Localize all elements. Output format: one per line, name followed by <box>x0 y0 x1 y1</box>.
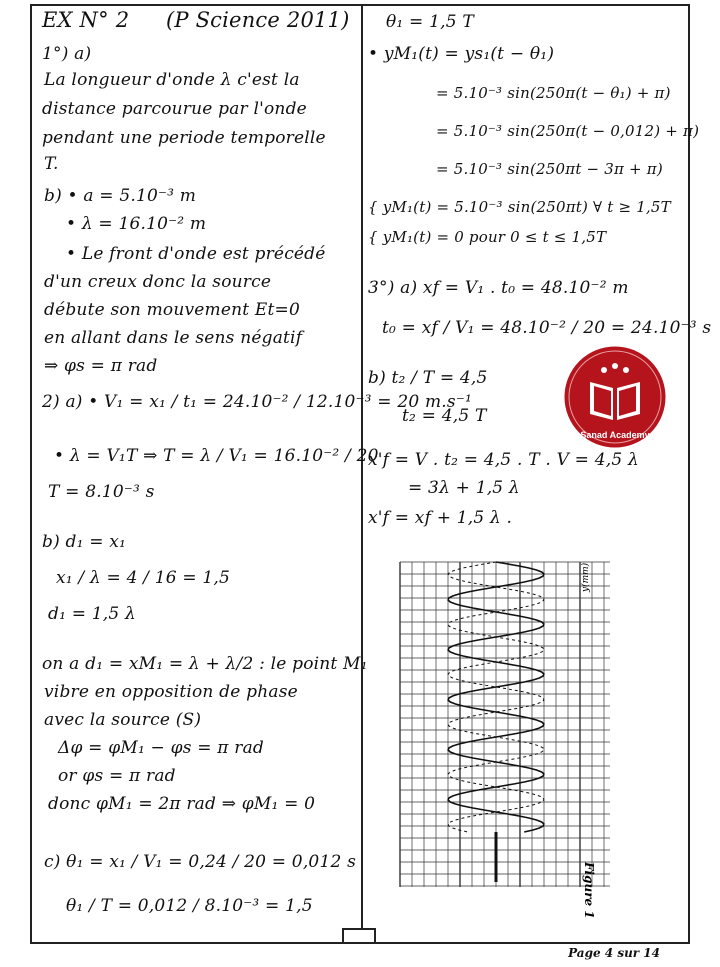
text-line: en allant dans le sens négatif <box>44 328 303 348</box>
book-icon <box>560 342 670 452</box>
text-line: pendant une periode temporelle <box>42 128 326 148</box>
text-line: • Le front d'onde est précédé <box>66 244 326 264</box>
text-line: T = 8.10⁻³ s <box>48 482 155 502</box>
exercise-source: (P Science 2011) <box>166 8 350 32</box>
text-line: avec la source (S) <box>44 710 202 730</box>
text-line: t₀ = xf / V₁ = 48.10⁻² / 20 = 24.10⁻³ s <box>382 318 712 338</box>
text-line: on a d₁ = xM₁ = λ + λ/2 : le point M₁ <box>42 654 368 674</box>
text-line: = 5.10⁻³ sin(250π(t − 0,012) + π) <box>436 122 700 140</box>
text-line: θ₁ = 1,5 T <box>386 12 474 32</box>
text-line: c) θ₁ = x₁ / V₁ = 0,24 / 20 = 0,012 s <box>44 852 357 872</box>
column-divider <box>361 4 363 944</box>
axis-label: y(mm) <box>581 562 591 592</box>
figure-caption: Figure 1 <box>582 862 596 919</box>
text-line: • λ = V₁T ⇒ T = λ / V₁ = 16.10⁻² / 20 <box>54 446 379 466</box>
text-line: vibre en opposition de phase <box>44 682 298 702</box>
text-line: La longueur d'onde λ c'est la <box>44 70 300 90</box>
text-line: Δφ = φM₁ − φs = π rad <box>58 738 265 758</box>
text-line: d'un creux donc la source <box>44 272 272 292</box>
text-line: b) t₂ / T = 4,5 <box>368 368 488 388</box>
text-line: = 5.10⁻³ sin(250πt − 3π + π) <box>436 160 663 178</box>
text-line: • λ = 16.10⁻² m <box>66 214 207 234</box>
text-line: = 3λ + 1,5 λ <box>408 478 520 498</box>
figure-svg <box>400 562 610 919</box>
text-line: x'f = xf + 1,5 λ . <box>368 508 513 528</box>
text-line: b) d₁ = x₁ <box>42 532 127 552</box>
text-line: 1°) a) <box>42 44 92 64</box>
text-line: 3°) a) xf = V₁ . t₀ = 48.10⁻² m <box>368 278 629 298</box>
text-line: distance parcourue par l'onde <box>42 99 307 119</box>
text-line: { yM₁(t) = 5.10⁻³ sin(250πt) ∀ t ≥ 1,5T <box>368 198 671 216</box>
text-line: T. <box>44 154 59 174</box>
text-line: x'f = V . t₂ = 4,5 . T . V = 4,5 λ <box>368 450 639 470</box>
text-line: • yM₁(t) = ys₁(t − θ₁) <box>368 44 555 64</box>
text-line: or φs = π rad <box>58 766 176 786</box>
text-line: ⇒ φs = π rad <box>44 356 158 376</box>
wave-figure <box>400 562 610 919</box>
text-line: x₁ / λ = 4 / 16 = 1,5 <box>56 568 231 588</box>
sanad-academy-logo <box>560 342 670 452</box>
text-line: θ₁ / T = 0,012 / 8.10⁻³ = 1,5 <box>66 896 313 916</box>
text-line: donc φM₁ = 2π rad ⇒ φM₁ = 0 <box>48 794 316 814</box>
text-line: { yM₁(t) = 0 pour 0 ≤ t ≤ 1,5T <box>368 228 607 246</box>
logo-text: Sanad Academy <box>580 430 650 440</box>
text-line: débute son mouvement Et=0 <box>44 300 301 320</box>
bottom-tab <box>342 928 376 944</box>
text-line: = 5.10⁻³ sin(250π(t − θ₁) + π) <box>436 84 671 102</box>
text-line: b) • a = 5.10⁻³ m <box>44 186 197 206</box>
exercise-title: EX N° 2 <box>42 8 130 32</box>
text-line: 2) a) • V₁ = x₁ / t₁ = 24.10⁻² / 12.10⁻³ = 20 m.s⁻¹ <box>42 392 473 412</box>
text-line: d₁ = 1,5 λ <box>48 604 136 624</box>
text-line: t₂ = 4,5 T <box>402 406 487 426</box>
page-number: Page 4 sur 14 <box>568 946 660 960</box>
